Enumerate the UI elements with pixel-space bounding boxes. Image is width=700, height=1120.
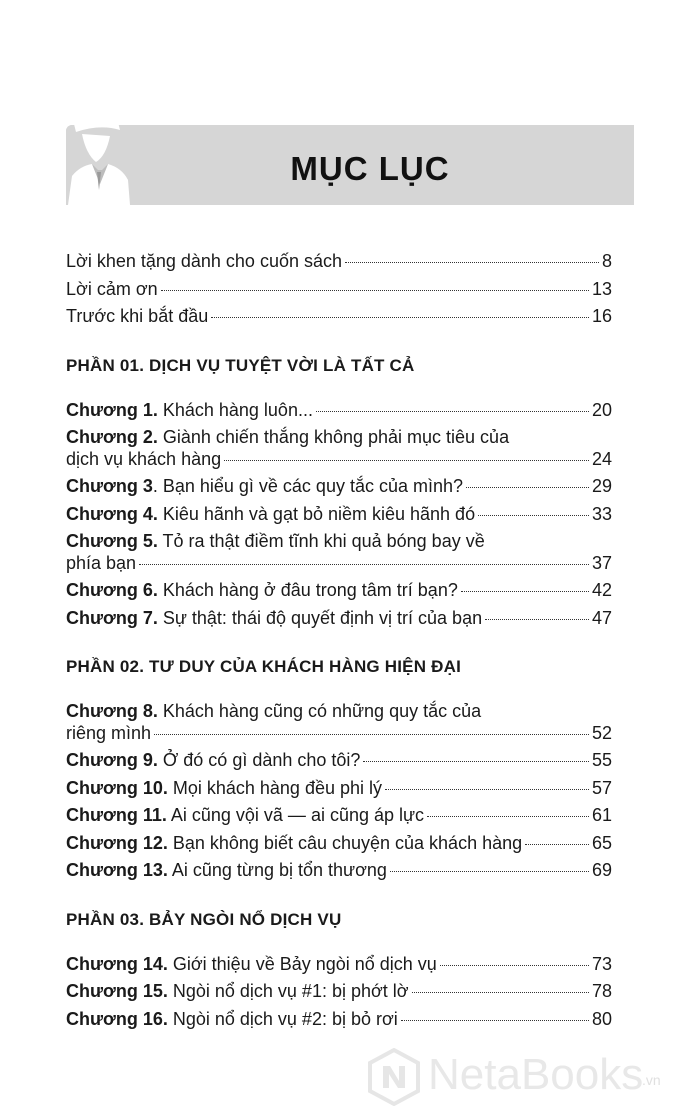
netabooks-logo-icon <box>366 1048 422 1106</box>
part-heading: PHẦN 03. BẢY NGÒI NỔ DỊCH VỤ <box>66 909 342 929</box>
table-of-contents <box>66 248 612 1033</box>
toc-entry[interactable]: Lời cảm ơn 13 <box>66 278 612 299</box>
toc-entry[interactable]: Trước khi bắt đầu 16 <box>66 306 612 326</box>
chapter-entry[interactable]: Chương 16. Ngòi nổ dịch vụ #2: bị bỏ rơi 80 <box>66 1008 612 1029</box>
chapter-entry[interactable]: Chương 2. Giành chiến thắng không phải mục tiêu của dịch vụ khách hàng 24 <box>66 427 612 469</box>
chapter-entry[interactable]: Chương 4. Kiêu hãnh và gạt bỏ niềm kiêu hãnh đó 33 <box>66 503 612 524</box>
chapter-entry[interactable]: Chương 12. Bạn không biết câu chuyện của khách hàng 65 <box>66 832 612 853</box>
chapter-entry[interactable]: Chương 5. Tỏ ra thật điềm tĩnh khi quả bóng bay về phía bạn 37 <box>66 531 612 573</box>
page-title: MỤC LỤC <box>290 150 450 187</box>
chapter-entry[interactable]: Chương 9. Ở đó có gì dành cho tôi? 55 <box>66 750 612 770</box>
toc-entry[interactable]: Lời khen tặng dành cho cuốn sách 8 <box>66 251 612 271</box>
watermark-brand: NetaBooks <box>428 1050 644 1099</box>
chapter-entry[interactable]: Chương 6. Khách hàng ở đâu trong tâm trí bạn? 42 <box>66 580 612 600</box>
chapter-entry[interactable]: Chương 13. Ai cũng từng bị tổn thương 69 <box>66 860 612 880</box>
chapter-entry[interactable]: Chương 15. Ngòi nổ dịch vụ #1: bị phớt lờ 78 <box>66 981 612 1001</box>
chapter-entry[interactable]: Chương 8. Khách hàng cũng có những quy tắc của riêng mình 52 <box>66 701 612 743</box>
chapter-entry[interactable]: Chương 7. Sự thật: thái độ quyết định vị trí của bạn 47 <box>66 607 612 628</box>
chapter-entry[interactable]: Chương 1. Khách hàng luôn... 20 <box>66 399 612 420</box>
part-heading: PHẦN 02. TƯ DUY CỦA KHÁCH HÀNG HIỆN ĐẠI <box>66 657 461 676</box>
chapter-entry[interactable]: Chương 3. Bạn hiểu gì về các quy tắc của mình? 29 <box>66 476 612 496</box>
netabooks-watermark <box>366 1046 666 1106</box>
chapter-entry[interactable]: Chương 11. Ai cũng vội vã — ai cũng áp lực 61 <box>66 805 612 825</box>
chapter-entry[interactable]: Chương 10. Mọi khách hàng đều phi lý 57 <box>66 777 612 798</box>
watermark-suffix: .vn <box>642 1072 661 1088</box>
chapter-entry[interactable]: Chương 14. Giới thiệu về Bảy ngòi nổ dịch vụ 73 <box>66 953 612 974</box>
part-heading: PHẦN 01. DỊCH VỤ TUYỆT VỜI LÀ TẤT CẢ <box>66 355 415 375</box>
